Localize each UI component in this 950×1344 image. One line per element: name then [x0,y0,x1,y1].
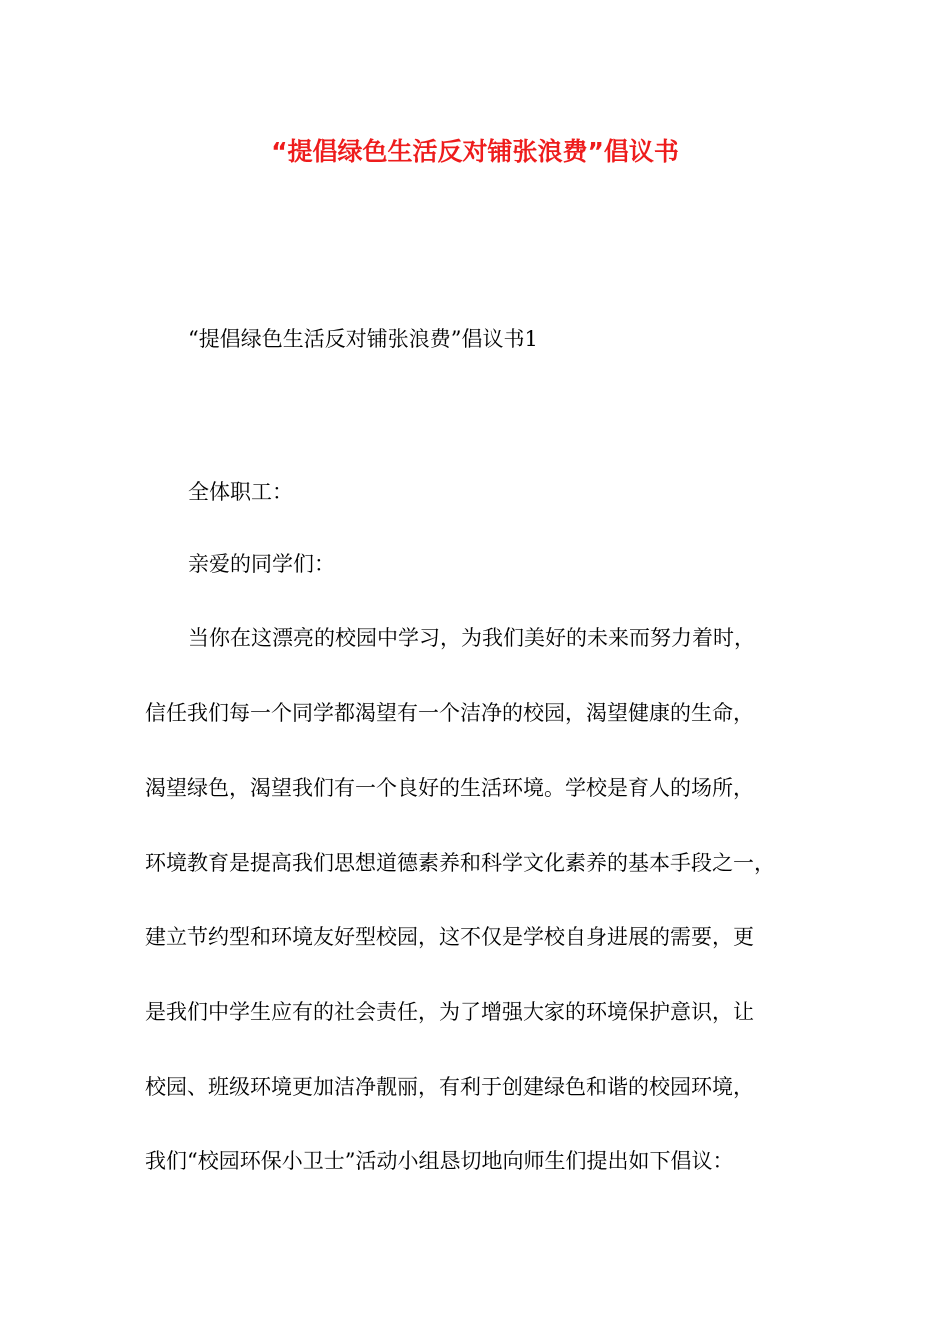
document-subtitle: “提倡绿色生活反对铺张浪费”倡议书1 [188,327,538,351]
salutation-staff: 全体职工： [188,480,293,504]
body-line-6: 是我们中学生应有的社会责任，为了增强大家的环境保护意识，让 [145,1000,754,1024]
document-title: “提倡绿色生活反对铺张浪费”倡议书 [271,137,679,166]
salutation-students: 亲爱的同学们： [188,552,335,576]
body-line-7: 校园、班级环境更加洁净靓丽，有利于创建绿色和谐的校园环境， [145,1075,754,1099]
body-line-2: 信任我们每一个同学都渴望有一个洁净的校园，渴望健康的生命， [145,701,754,725]
body-line-1: 当你在这漂亮的校园中学习，为我们美好的未来而努力着时， [188,626,755,650]
body-line-3: 渴望绿色，渴望我们有一个良好的生活环境。学校是育人的场所， [145,776,754,800]
body-line-8: 我们“校园环保小卫士”活动小组恳切地向师生们提出如下倡议： [145,1149,734,1173]
body-line-5: 建立节约型和环境友好型校园，这不仅是学校自身进展的需要，更 [145,925,754,949]
body-line-4: 环境教育是提高我们思想道德素养和科学文化素养的基本手段之一， [145,851,775,875]
